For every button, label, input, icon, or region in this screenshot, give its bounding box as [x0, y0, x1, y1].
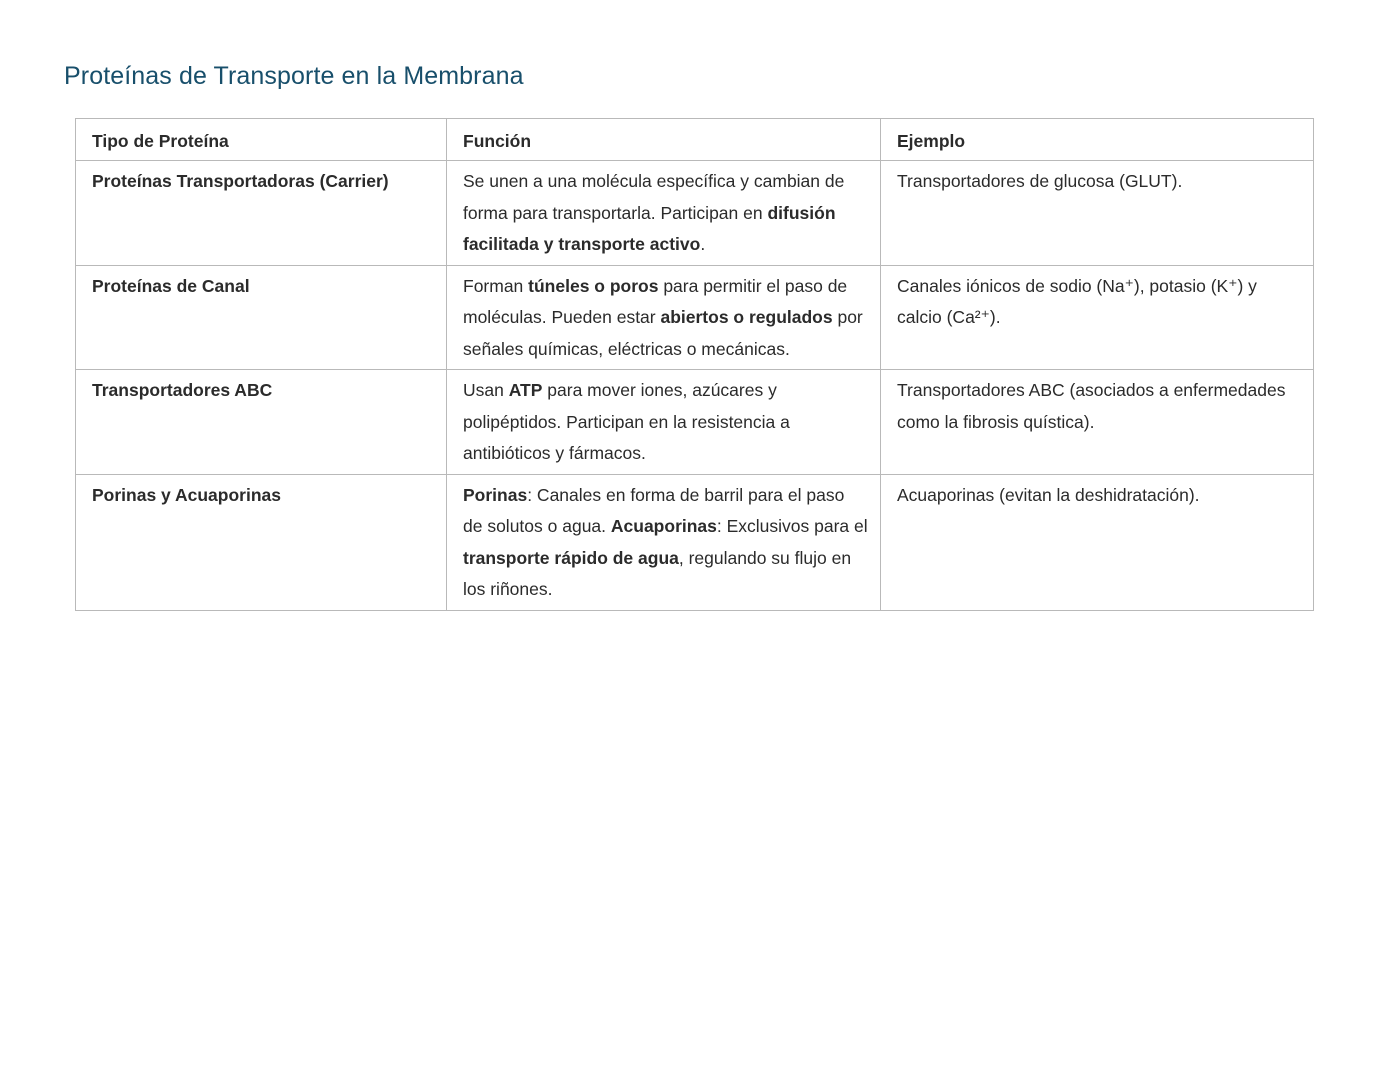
function-cell — [447, 474, 881, 610]
function-text-bold: abiertos o regulados — [660, 307, 833, 327]
function-cell — [447, 370, 881, 475]
table-row — [76, 370, 1314, 475]
table-header-row — [76, 119, 1314, 161]
example-cell: Canales iónicos de sodio (Na⁺), potasio (K⁺) y calcio (Ca²⁺). — [881, 265, 1314, 370]
function-text-bold: Acuaporinas — [610, 516, 717, 536]
function-text: Usan — [463, 380, 509, 400]
function-text: : Canales en forma de barril para el paso de solutos o agua. — [463, 484, 845, 536]
type-cell: Porinas y Acuaporinas — [76, 474, 447, 610]
function-text-bold: Porinas — [463, 484, 528, 505]
example-cell: Transportadores ABC (asociados a enfermedades como la fibrosis quística). — [881, 370, 1314, 475]
table-row — [76, 474, 1314, 610]
example-cell: Acuaporinas (evitan la deshidratación). — [881, 474, 1314, 610]
header-example: Ejemplo — [881, 119, 1314, 161]
transport-proteins-table — [75, 118, 1314, 611]
function-text-bold: ATP — [508, 380, 543, 400]
function-text-bold: transporte rápido de agua — [463, 547, 679, 568]
header-type: Tipo de Proteína — [76, 119, 447, 161]
function-text: Forman — [463, 275, 529, 296]
function-text: . — [700, 234, 706, 254]
function-text-bold: túneles o poros — [528, 275, 659, 296]
example-cell: Transportadores de glucosa (GLUT). — [881, 161, 1314, 266]
function-text: , regulando su flujo en los riñones. — [463, 547, 852, 599]
function-text-bold: difusión facilitada y transporte activo — [463, 202, 836, 254]
function-text: por señales químicas, eléctricas o mecánicas. — [463, 307, 863, 359]
type-cell: Proteínas Transportadoras (Carrier) — [76, 161, 447, 266]
table-row — [76, 161, 1314, 266]
table-row — [76, 265, 1314, 370]
function-cell — [447, 265, 881, 370]
function-text: Se unen a una molécula específica y cambian de forma para transportarla. Participan en — [463, 171, 845, 223]
type-cell: Proteínas de Canal — [76, 265, 447, 370]
function-text: : Exclusivos para el — [716, 516, 868, 536]
function-text: para permitir el paso de moléculas. Pueden estar — [463, 275, 848, 327]
function-text: para mover iones, azúcares y polipéptidos. Participan en la resistencia a antibióticos y fármacos. — [463, 380, 790, 463]
type-cell: Transportadores ABC — [76, 370, 447, 475]
page-title: Proteínas de Transporte en la Membrana — [64, 62, 524, 90]
function-cell — [447, 161, 881, 266]
header-function: Función — [447, 119, 881, 161]
